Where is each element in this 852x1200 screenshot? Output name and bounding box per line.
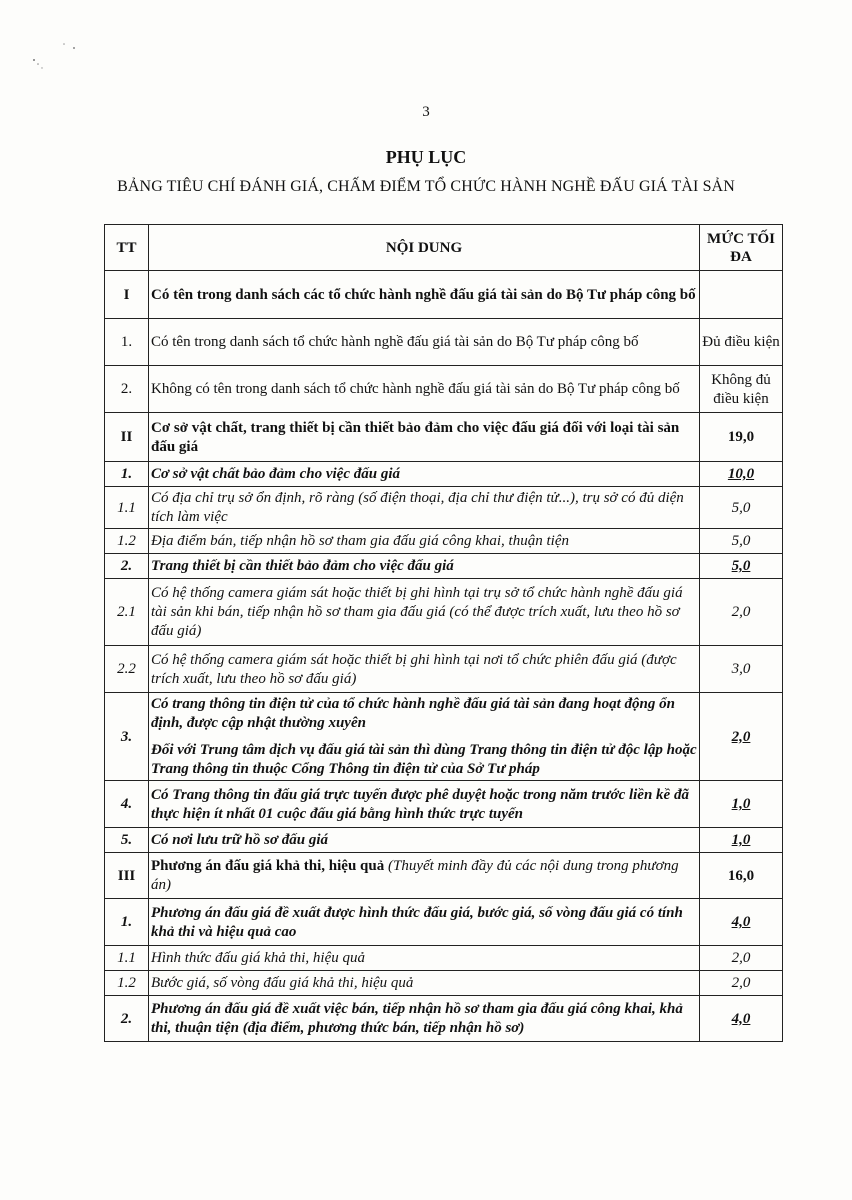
table-row	[105, 319, 783, 366]
row-max-score: 10,0	[700, 462, 783, 487]
row-max-score: 2,0	[700, 693, 783, 781]
table-row	[105, 946, 783, 971]
row-content	[149, 487, 700, 529]
row-max-score: 2,0	[700, 946, 783, 971]
table-row	[105, 487, 783, 529]
row-content	[149, 646, 700, 693]
row-content	[149, 946, 700, 971]
row-content-text: Cơ sở vật chất bảo đảm cho việc đấu giá	[151, 466, 401, 482]
row-max-score: 1,0	[700, 781, 783, 828]
row-max-score: 3,0	[700, 646, 783, 693]
row-number: 2.	[105, 554, 149, 579]
row-content-text: Không có tên trong danh sách tổ chức hành nghề đấu giá tài sản do Bộ Tư pháp công bố	[151, 381, 680, 397]
row-number: 5.	[105, 828, 149, 853]
table-row	[105, 971, 783, 996]
row-max-score: 2,0	[700, 971, 783, 996]
row-max-score: 4,0	[700, 899, 783, 946]
row-content-text: Hình thức đấu giá khả thi, hiệu quả	[151, 950, 365, 966]
row-max-score: 5,0	[700, 529, 783, 554]
row-content	[149, 366, 700, 413]
row-max-score: 1,0	[700, 828, 783, 853]
row-number: 4.	[105, 781, 149, 828]
row-content	[149, 828, 700, 853]
row-content-text: Có nơi lưu trữ hồ sơ đấu giá	[151, 832, 329, 848]
row-content	[149, 781, 700, 828]
row-max-score: 19,0	[700, 413, 783, 462]
row-content	[149, 579, 700, 646]
row-content-text: Địa điểm bán, tiếp nhận hồ sơ tham gia đấu giá công khai, thuận tiện	[151, 533, 569, 549]
row-content-note: (Thuyết minh đầy đủ các nội dung trong phương án)	[151, 858, 679, 893]
row-number: I	[105, 271, 149, 319]
row-max-score: Đủ điều kiện	[700, 319, 783, 366]
row-number: 2.1	[105, 579, 149, 646]
row-number: 1.1	[105, 946, 149, 971]
row-number: 1.	[105, 462, 149, 487]
row-content	[149, 554, 700, 579]
row-number: 2.2	[105, 646, 149, 693]
row-content-text: Cơ sở vật chất, trang thiết bị cần thiết bảo đảm cho việc đấu giá đối với loại tài sản đấu giá	[151, 419, 680, 455]
row-number: 1.2	[105, 971, 149, 996]
row-content	[149, 899, 700, 946]
row-content-text: Trang thiết bị cần thiết bảo đảm cho việc đấu giá	[151, 558, 454, 574]
row-max-score: 5,0	[700, 554, 783, 579]
header-max: MỨC TỐI ĐA	[700, 225, 783, 271]
table-row	[105, 271, 783, 319]
row-max-score: 5,0	[700, 487, 783, 529]
table-row	[105, 828, 783, 853]
row-number: 1.1	[105, 487, 149, 529]
row-max-score	[700, 271, 783, 319]
table-row	[105, 781, 783, 828]
table-row	[105, 899, 783, 946]
row-number: 3.	[105, 693, 149, 781]
table-row	[105, 413, 783, 462]
row-number: 1.2	[105, 529, 149, 554]
row-content	[149, 971, 700, 996]
row-content-text: Có Trang thông tin đấu giá trực tuyến được phê duyệt hoặc trong năm trước liền kề đã thực hiện ít nhất 01 cuộc đấu giá bằng hình thức trực tuyến	[151, 786, 689, 822]
row-content	[149, 853, 700, 899]
row-max-score: 16,0	[700, 853, 783, 899]
header-tt: TT	[105, 225, 149, 271]
row-number: 1.	[105, 899, 149, 946]
row-content	[149, 271, 700, 319]
row-number: 2.	[105, 996, 149, 1042]
row-content-text: Có trang thông tin điện tử của tổ chức hành nghề đấu giá tài sản đang hoạt động ổn định, được cập nhật thường xuyên	[151, 696, 675, 731]
row-content-text: Phương án đấu giá khả thi, hiệu quả	[151, 858, 385, 874]
criteria-table	[104, 224, 783, 1042]
table-header-row	[105, 225, 783, 271]
row-content-text: Phương án đấu giá đề xuất được hình thức đấu giá, bước giá, số vòng đấu giá có tính khả thi và hiệu quả cao	[151, 904, 683, 940]
row-max-score: 2,0	[700, 579, 783, 646]
row-number: 2.	[105, 366, 149, 413]
row-content-text: Có hệ thống camera giám sát hoặc thiết bị ghi hình tại trụ sở tổ chức hành nghề đấu giá tài sản khi bán, tiếp nhận hồ sơ tham gia đấu giá (có thể được trích xuất, lưu theo hồ sơ đấu giá)	[151, 585, 683, 639]
row-content-text: Có tên trong danh sách các tổ chức hành nghề đấu giá tài sản do Bộ Tư pháp công bố	[151, 286, 696, 303]
row-content-text-2: Đối với Trung tâm dịch vụ đấu giá tài sản thì dùng Trang thông tin điện tử độc lập hoặc Trang thông tin thuộc Cổng Thông tin điện tử của Sở Tư pháp	[151, 742, 697, 777]
page-subtitle: BẢNG TIÊU CHÍ ĐÁNH GIÁ, CHẤM ĐIỂM TỔ CHỨC HÀNH NGHỀ ĐẤU GIÁ TÀI SẢN	[117, 178, 735, 195]
row-max-score: 4,0	[700, 996, 783, 1042]
row-content-text: Có hệ thống camera giám sát hoặc thiết bị ghi hình tại nơi tổ chức phiên đấu giá (được trích xuất, lưu theo hồ sơ đấu giá)	[151, 651, 677, 687]
row-content	[149, 693, 700, 781]
row-number: 1.	[105, 319, 149, 366]
row-max-score: Không đủ điều kiện	[700, 366, 783, 413]
table-row	[105, 646, 783, 693]
table-row	[105, 554, 783, 579]
table-row	[105, 529, 783, 554]
row-number: II	[105, 413, 149, 462]
table-row	[105, 579, 783, 646]
table-row	[105, 462, 783, 487]
row-content	[149, 413, 700, 462]
row-content-text: Có tên trong danh sách tổ chức hành nghề đấu giá tài sản do Bộ Tư pháp công bố	[151, 334, 639, 350]
header-content: NỘI DUNG	[149, 225, 700, 271]
row-content-text: Bước giá, số vòng đấu giá khả thi, hiệu quả	[151, 975, 414, 991]
page-title: PHỤ LỤC	[385, 147, 467, 167]
row-content-text: Phương án đấu giá đề xuất việc bán, tiếp nhận hồ sơ tham gia đấu giá công khai, khả thi, thuận tiện (địa điểm, phương thức bán, tiếp nhận hồ sơ)	[151, 1001, 683, 1036]
row-content	[149, 319, 700, 366]
page-number: 3	[422, 104, 430, 120]
table-row	[105, 366, 783, 413]
row-content-text: Có địa chỉ trụ sở ổn định, rõ ràng (số điện thoại, địa chỉ thư điện tử...), trụ sở có đủ diện tích làm việc	[151, 490, 684, 525]
table-row	[105, 693, 783, 781]
row-content	[149, 462, 700, 487]
row-content	[149, 529, 700, 554]
scan-artifact	[28, 38, 88, 78]
row-content	[149, 996, 700, 1042]
table-row	[105, 996, 783, 1042]
table-row	[105, 853, 783, 899]
row-number: III	[105, 853, 149, 899]
